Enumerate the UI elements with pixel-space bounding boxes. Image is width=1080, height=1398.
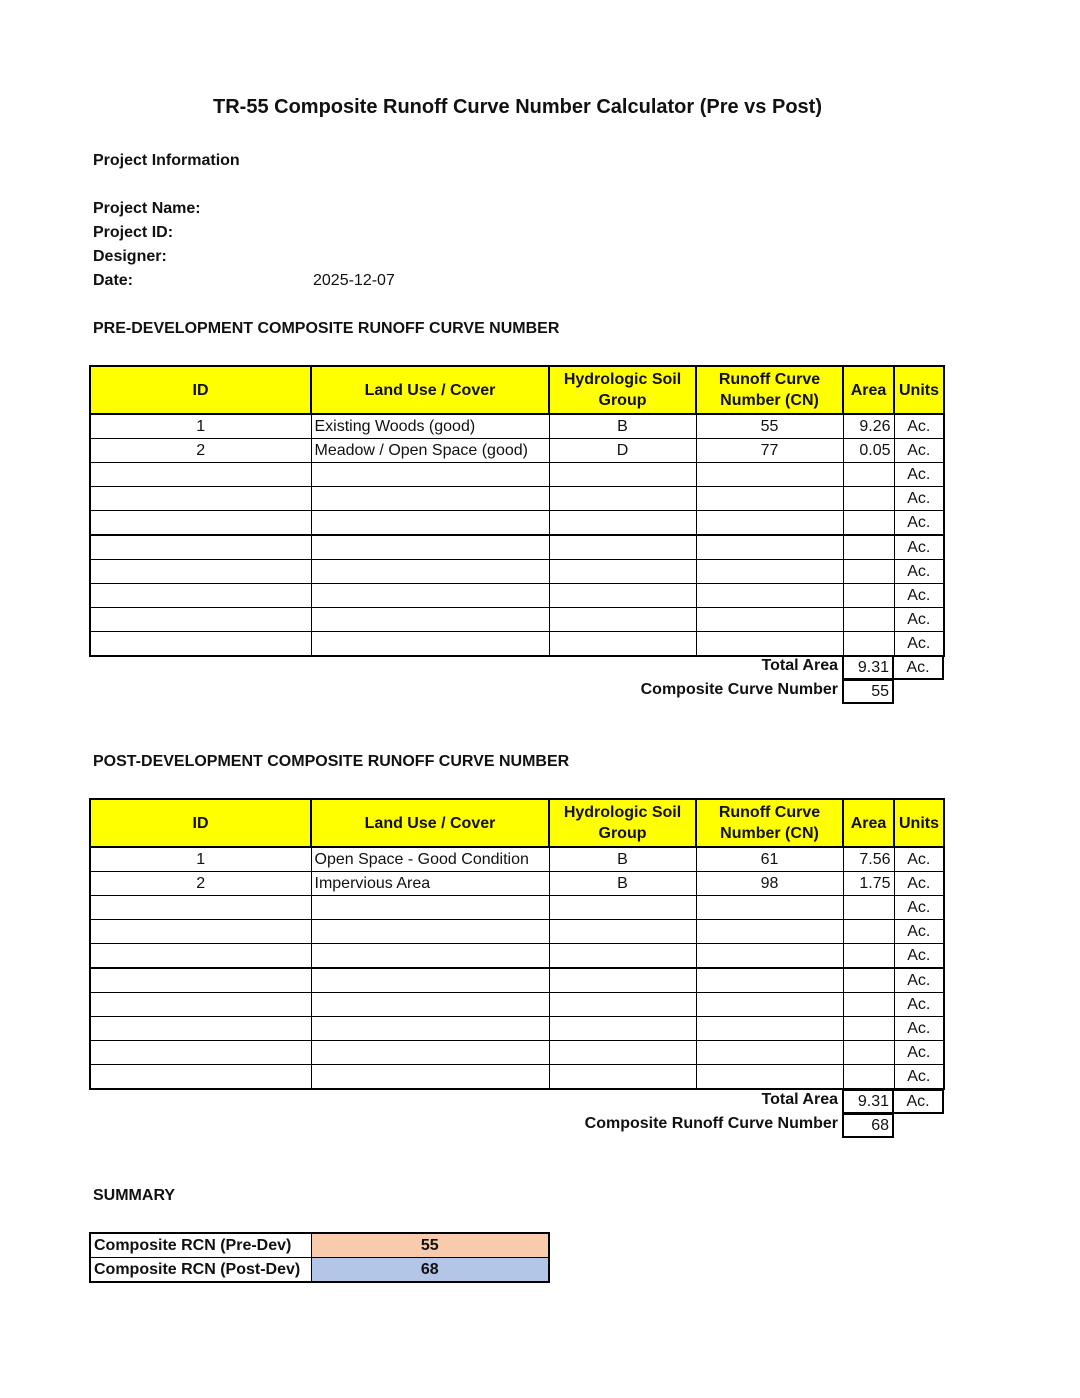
header-id: ID <box>90 366 311 414</box>
units-cell: Ac. <box>894 439 944 463</box>
units-cell: Ac. <box>894 993 944 1017</box>
units-cell: Ac. <box>894 511 944 536</box>
id-cell[interactable] <box>90 944 311 969</box>
post-dev-heading: POST-DEVELOPMENT COMPOSITE RUNOFF CURVE NUMBER <box>93 753 570 770</box>
land-use-cell[interactable] <box>311 632 549 657</box>
hsg-cell[interactable] <box>549 993 696 1017</box>
pre-composite-value: 55 <box>842 679 894 704</box>
cn-cell[interactable] <box>696 511 843 536</box>
land-use-cell[interactable] <box>311 608 549 632</box>
table-row <box>90 487 944 511</box>
post-composite-label: Composite Runoff Curve Number <box>584 1115 838 1132</box>
area-cell[interactable] <box>843 535 894 560</box>
cn-cell[interactable] <box>696 463 843 487</box>
cn-cell[interactable] <box>696 896 843 920</box>
land-use-cell[interactable] <box>311 463 549 487</box>
area-cell[interactable] <box>843 920 894 944</box>
table-row <box>90 944 944 969</box>
pre-dev-heading: PRE-DEVELOPMENT COMPOSITE RUNOFF CURVE NUMBER <box>93 320 560 337</box>
cn-cell[interactable] <box>696 993 843 1017</box>
header-id: ID <box>90 799 311 847</box>
cn-cell[interactable] <box>696 535 843 560</box>
hsg-cell[interactable]: B <box>549 847 696 872</box>
land-use-cell[interactable]: Open Space - Good Condition <box>311 847 549 872</box>
header-hsg <box>549 799 696 847</box>
land-use-cell[interactable] <box>311 968 549 993</box>
table-row <box>90 920 944 944</box>
header-area: Area <box>843 799 894 847</box>
cn-cell[interactable] <box>696 632 843 657</box>
header-cn-line1: Runoff Curve <box>718 371 821 388</box>
units-cell: Ac. <box>894 944 944 969</box>
units-cell: Ac. <box>894 584 944 608</box>
land-use-cell[interactable] <box>311 511 549 536</box>
cn-cell[interactable] <box>696 487 843 511</box>
header-hsg <box>549 366 696 414</box>
cn-cell[interactable] <box>696 968 843 993</box>
area-cell[interactable]: 9.26 <box>843 414 894 439</box>
post-total-area-label: Total Area <box>761 1091 838 1108</box>
summary-heading: SUMMARY <box>93 1187 176 1204</box>
page-title: TR-55 Composite Runoff Curve Number Calculator (Pre vs Post) <box>213 96 822 118</box>
table-row <box>90 414 944 439</box>
area-cell[interactable] <box>843 896 894 920</box>
summary-pre-value: 55 <box>311 1233 549 1258</box>
post-composite-value: 68 <box>842 1113 894 1138</box>
cn-cell[interactable]: 98 <box>696 872 843 896</box>
units-cell: Ac. <box>894 414 944 439</box>
table-row <box>90 632 944 657</box>
table-row <box>90 1065 944 1090</box>
area-cell[interactable] <box>843 1065 894 1090</box>
table-row <box>90 847 944 872</box>
pre-composite-label: Composite Curve Number <box>640 681 838 698</box>
land-use-cell[interactable]: Impervious Area <box>311 872 549 896</box>
id-cell[interactable]: 2 <box>90 872 311 896</box>
header-hsg-line2: Group <box>598 392 647 409</box>
hsg-cell[interactable] <box>549 1065 696 1090</box>
table-row <box>90 511 944 536</box>
hsg-cell[interactable] <box>549 968 696 993</box>
id-cell[interactable] <box>90 993 311 1017</box>
hsg-cell[interactable]: B <box>549 872 696 896</box>
cn-cell[interactable] <box>696 1041 843 1065</box>
header-cn-line2: Number (CN) <box>720 392 819 409</box>
table-row <box>90 463 944 487</box>
cn-cell[interactable] <box>696 560 843 584</box>
units-cell: Ac. <box>894 608 944 632</box>
pre-header-row <box>90 366 944 414</box>
pre-total-area-label: Total Area <box>761 657 838 674</box>
units-cell: Ac. <box>894 1017 944 1041</box>
header-land-use: Land Use / Cover <box>311 799 549 847</box>
units-cell: Ac. <box>894 1041 944 1065</box>
units-cell: Ac. <box>894 560 944 584</box>
cn-cell[interactable] <box>696 1017 843 1041</box>
cn-cell[interactable] <box>696 944 843 969</box>
header-cn <box>696 799 843 847</box>
cn-cell[interactable] <box>696 920 843 944</box>
land-use-cell[interactable] <box>311 535 549 560</box>
area-cell[interactable] <box>843 560 894 584</box>
header-cn <box>696 366 843 414</box>
cn-cell[interactable]: 61 <box>696 847 843 872</box>
hsg-cell[interactable] <box>549 896 696 920</box>
land-use-cell[interactable] <box>311 993 549 1017</box>
id-cell[interactable] <box>90 608 311 632</box>
land-use-cell[interactable] <box>311 1041 549 1065</box>
table-row <box>90 1041 944 1065</box>
area-cell[interactable] <box>843 463 894 487</box>
pre-dev-table <box>89 365 945 657</box>
post-header-row <box>90 799 944 847</box>
units-cell: Ac. <box>894 1065 944 1090</box>
land-use-cell[interactable] <box>311 1065 549 1090</box>
id-cell[interactable] <box>90 535 311 560</box>
id-cell[interactable] <box>90 511 311 536</box>
post-total-area-units: Ac. <box>892 1089 944 1114</box>
post-dev-table <box>89 798 945 1090</box>
id-cell[interactable] <box>90 632 311 657</box>
summary-row-post <box>90 1258 549 1283</box>
id-cell[interactable] <box>90 1065 311 1090</box>
header-units: Units <box>894 366 944 414</box>
pre-total-area-value: 9.31 <box>842 655 894 680</box>
hsg-cell[interactable] <box>549 535 696 560</box>
summary-table <box>89 1232 550 1283</box>
area-cell[interactable] <box>843 608 894 632</box>
header-cn-line2: Number (CN) <box>720 825 819 842</box>
land-use-cell[interactable] <box>311 584 549 608</box>
area-cell[interactable] <box>843 968 894 993</box>
cn-cell[interactable] <box>696 608 843 632</box>
project-name-label: Project Name: <box>93 200 201 217</box>
post-total-area-value: 9.31 <box>842 1089 894 1114</box>
cn-cell[interactable] <box>696 1065 843 1090</box>
area-cell[interactable] <box>843 632 894 657</box>
hsg-cell[interactable] <box>549 1017 696 1041</box>
table-row <box>90 608 944 632</box>
id-cell[interactable]: 1 <box>90 847 311 872</box>
id-cell[interactable]: 1 <box>90 414 311 439</box>
header-hsg-line2: Group <box>598 825 647 842</box>
hsg-cell[interactable] <box>549 463 696 487</box>
land-use-cell[interactable] <box>311 896 549 920</box>
land-use-cell[interactable]: Meadow / Open Space (good) <box>311 439 549 463</box>
hsg-cell[interactable] <box>549 944 696 969</box>
id-cell[interactable] <box>90 968 311 993</box>
area-cell[interactable] <box>843 487 894 511</box>
header-units: Units <box>894 799 944 847</box>
area-cell[interactable] <box>843 993 894 1017</box>
cn-cell[interactable]: 55 <box>696 414 843 439</box>
table-row <box>90 1017 944 1041</box>
id-cell[interactable] <box>90 1017 311 1041</box>
id-cell[interactable] <box>90 560 311 584</box>
project-info-heading: Project Information <box>93 152 240 169</box>
units-cell: Ac. <box>894 872 944 896</box>
table-row <box>90 872 944 896</box>
designer-label: Designer: <box>93 248 167 265</box>
hsg-cell[interactable] <box>549 487 696 511</box>
table-row <box>90 535 944 560</box>
units-cell: Ac. <box>894 535 944 560</box>
land-use-cell[interactable] <box>311 1017 549 1041</box>
hsg-cell[interactable] <box>549 632 696 657</box>
units-cell: Ac. <box>894 847 944 872</box>
id-cell[interactable] <box>90 463 311 487</box>
table-row <box>90 560 944 584</box>
hsg-cell[interactable] <box>549 584 696 608</box>
area-cell[interactable]: 7.56 <box>843 847 894 872</box>
area-cell[interactable]: 0.05 <box>843 439 894 463</box>
table-row <box>90 439 944 463</box>
area-cell[interactable]: 1.75 <box>843 872 894 896</box>
id-cell[interactable] <box>90 1041 311 1065</box>
area-cell[interactable] <box>843 511 894 536</box>
header-hsg-line1: Hydrologic Soil <box>563 804 682 821</box>
table-row <box>90 993 944 1017</box>
cn-cell[interactable] <box>696 584 843 608</box>
land-use-cell[interactable] <box>311 487 549 511</box>
summary-row-pre <box>90 1233 549 1258</box>
date-label: Date: <box>93 272 134 289</box>
land-use-cell[interactable]: Existing Woods (good) <box>311 414 549 439</box>
units-cell: Ac. <box>894 632 944 657</box>
id-cell[interactable]: 2 <box>90 439 311 463</box>
hsg-cell[interactable] <box>549 560 696 584</box>
units-cell: Ac. <box>894 487 944 511</box>
land-use-cell[interactable] <box>311 920 549 944</box>
units-cell: Ac. <box>894 920 944 944</box>
id-cell[interactable] <box>90 920 311 944</box>
area-cell[interactable] <box>843 1017 894 1041</box>
hsg-cell[interactable] <box>549 608 696 632</box>
hsg-cell[interactable]: D <box>549 439 696 463</box>
cn-cell[interactable]: 77 <box>696 439 843 463</box>
table-row <box>90 584 944 608</box>
summary-post-value: 68 <box>311 1258 549 1283</box>
area-cell[interactable] <box>843 584 894 608</box>
land-use-cell[interactable] <box>311 560 549 584</box>
table-row <box>90 896 944 920</box>
units-cell: Ac. <box>894 896 944 920</box>
project-id-label: Project ID: <box>93 224 174 241</box>
header-land-use: Land Use / Cover <box>311 366 549 414</box>
hsg-cell[interactable] <box>549 511 696 536</box>
table-row <box>90 968 944 993</box>
units-cell: Ac. <box>894 463 944 487</box>
header-hsg-line1: Hydrologic Soil <box>563 371 682 388</box>
header-cn-line1: Runoff Curve <box>718 804 821 821</box>
hsg-cell[interactable] <box>549 920 696 944</box>
header-area: Area <box>843 366 894 414</box>
summary-post-label: Composite RCN (Post-Dev) <box>90 1258 311 1283</box>
land-use-cell[interactable] <box>311 944 549 969</box>
area-cell[interactable] <box>843 944 894 969</box>
pre-total-area-units: Ac. <box>892 655 944 680</box>
area-cell[interactable] <box>843 1041 894 1065</box>
id-cell[interactable] <box>90 487 311 511</box>
date-value[interactable]: 2025-12-07 <box>313 272 395 289</box>
units-cell: Ac. <box>894 968 944 993</box>
summary-pre-label: Composite RCN (Pre-Dev) <box>90 1233 311 1258</box>
hsg-cell[interactable] <box>549 1041 696 1065</box>
hsg-cell[interactable]: B <box>549 414 696 439</box>
id-cell[interactable] <box>90 584 311 608</box>
id-cell[interactable] <box>90 896 311 920</box>
